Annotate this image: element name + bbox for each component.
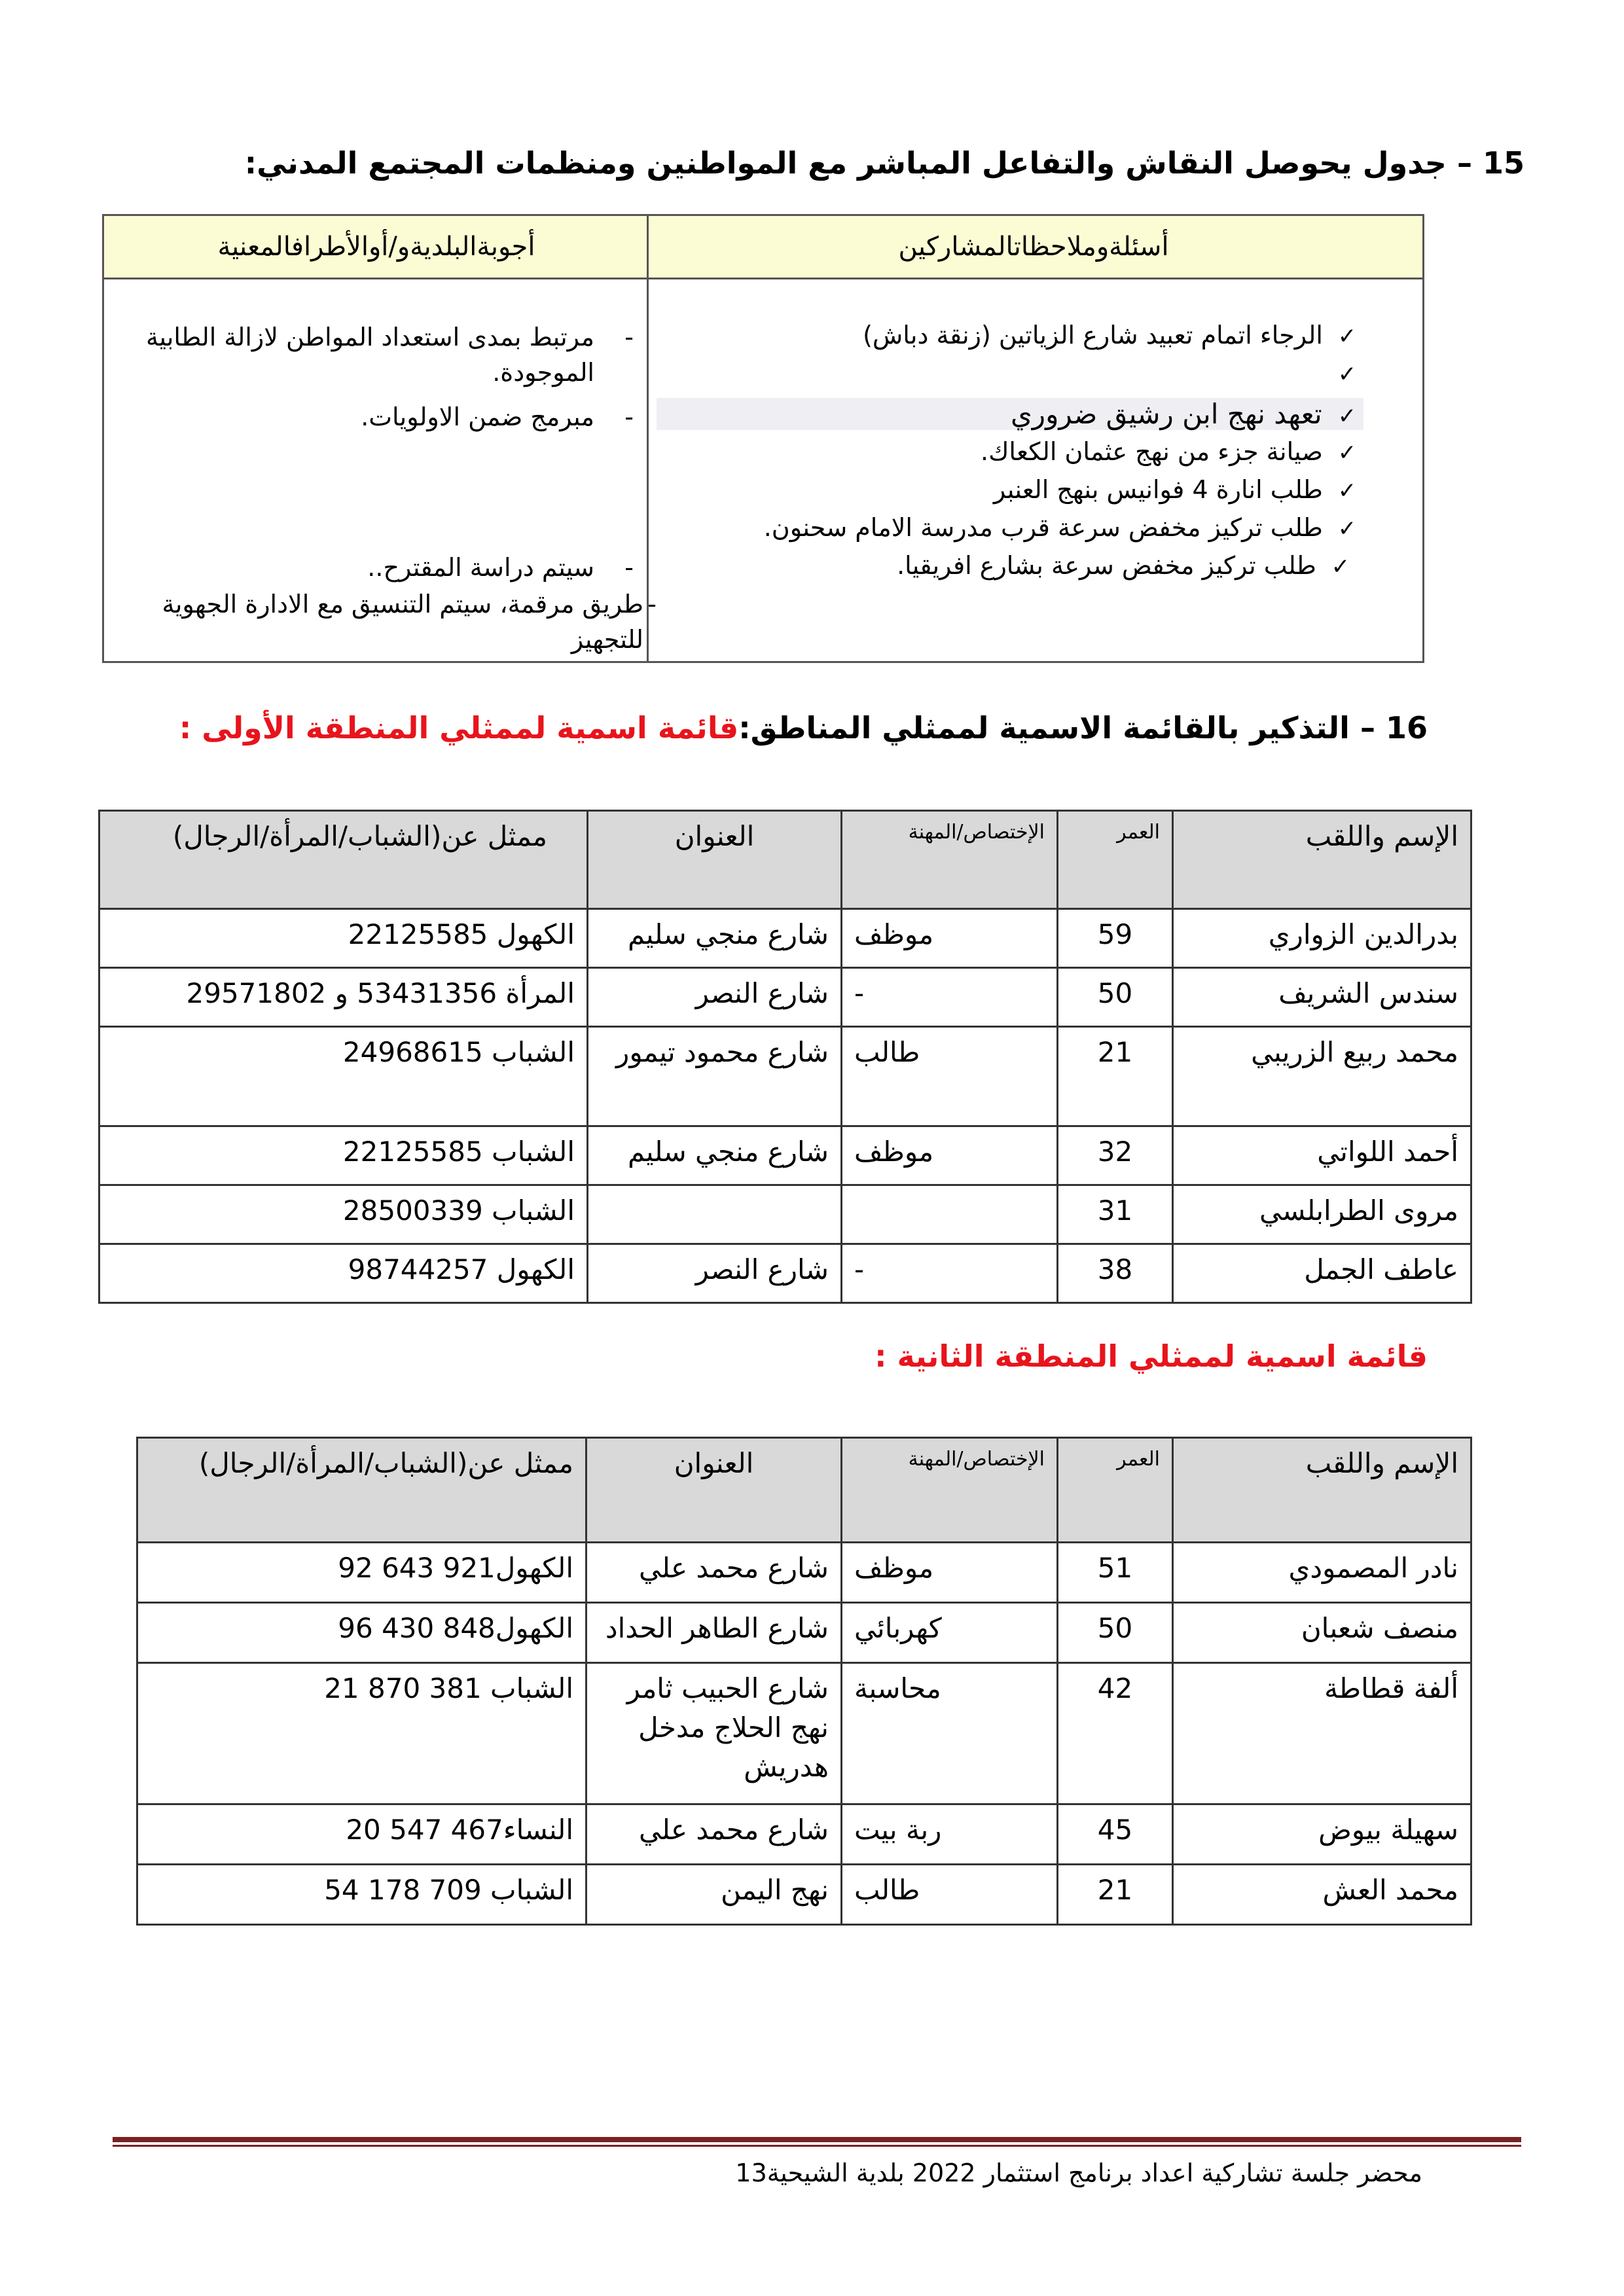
header-represents: ممثل عن(الشباب/المرأة/الرجال): [99, 811, 588, 909]
checkmark-icon: ✓: [1337, 516, 1357, 542]
table-row: [99, 909, 1471, 968]
cell-represents: الكهول 98744257: [99, 1244, 588, 1303]
question-item: ✓ الرجاء اتمام تعبيد شارع الزياتين (زنقة دباش): [863, 321, 1363, 350]
cell-profession: -: [842, 1244, 1058, 1303]
cell-represents: الكهول848 430 96: [137, 1603, 586, 1663]
checkmark-icon: ✓: [1337, 361, 1357, 387]
zone1-representatives-table: [98, 810, 1472, 1304]
table-row: [137, 1804, 1471, 1865]
cell-address: شارع محمد علي: [586, 1804, 842, 1865]
header-address: العنوان: [586, 1438, 842, 1543]
cell-address: شارع الطاهر الحداد: [586, 1603, 842, 1663]
answer-item: - مبرمج ضمن الاولويات.: [136, 399, 594, 435]
section-15-heading: 15 – جدول يحوصل النقاش والتفاعل المباشر مع المواطنين ومنظمات المجتمع المدني:: [244, 145, 1525, 181]
checkmark-icon: ✓: [1337, 323, 1357, 350]
cell-age: 59: [1058, 909, 1173, 968]
cell-age: 32: [1058, 1126, 1173, 1185]
question-item-highlighted: ✓ تعهد نهج ابن رشيق ضروري: [657, 398, 1363, 430]
question-item: ✓ طلب تركيز مخفض سرعة بشارع افريقيا.: [897, 551, 1357, 580]
cell-represents: الشباب 709 178 54: [137, 1865, 586, 1925]
cell-name: سندس الشريف: [1173, 968, 1471, 1027]
questions-list: [643, 321, 1363, 661]
header-represents: ممثل عن(الشباب/المرأة/الرجال): [137, 1438, 586, 1543]
table-header-row: [137, 1438, 1471, 1543]
cell-age: 45: [1058, 1804, 1173, 1865]
answer-item: - سيتم دراسة المقترح..: [136, 550, 594, 585]
answer-item: - مرتبط بمدى استعداد المواطن لازالة الطابية الموجودة.: [136, 319, 594, 390]
dash-bullet: -: [624, 323, 634, 351]
cell-profession: -: [842, 968, 1058, 1027]
cell-address: شارع محمود تيمور: [588, 1027, 842, 1126]
header-name: الإسم واللقب: [1173, 1438, 1471, 1543]
cell-address: نهج اليمن: [586, 1865, 842, 1925]
cell-profession: ربة بيت: [842, 1804, 1058, 1865]
cell-name: بدرالدين الزواري: [1173, 909, 1471, 968]
header-age: العمر: [1058, 811, 1173, 909]
cell-age: 50: [1058, 968, 1173, 1027]
cell-profession: كهربائي: [842, 1603, 1058, 1663]
cell-age: 51: [1058, 1543, 1173, 1603]
table-header-row: [99, 811, 1471, 909]
dash-bullet: -: [624, 553, 634, 582]
header-profession: الإختصاص/المهنة: [842, 811, 1058, 909]
cell-name: محمد ربيع الزريبي: [1173, 1027, 1471, 1126]
table-row: [137, 1865, 1471, 1925]
cell-age: 50: [1058, 1603, 1173, 1663]
cell-profession: موظف: [842, 1126, 1058, 1185]
cell-profession: موظف: [842, 1543, 1058, 1603]
cell-represents: الشباب 22125585: [99, 1126, 588, 1185]
table-row: [137, 1603, 1471, 1663]
checkmark-icon: ✓: [1337, 403, 1357, 429]
cell-age: 21: [1058, 1865, 1173, 1925]
cell-address: شارع الحبيب ثامر نهج الحلاج مدخل هدريش: [586, 1663, 842, 1804]
cell-represents: الشباب 28500339: [99, 1185, 588, 1244]
cell-age: 38: [1058, 1244, 1173, 1303]
cell-name: مروى الطرابلسي: [1173, 1185, 1471, 1244]
cell-represents: الكهول 22125585: [99, 909, 588, 968]
dash-bullet: -: [624, 403, 634, 431]
cell-profession: موظف: [842, 909, 1058, 968]
page-footer: محضر جلسة تشاركية اعداد برنامج استثمار 2022 بلدية الشيحية13: [735, 2159, 1422, 2187]
table-row: [137, 1663, 1471, 1804]
cell-represents: الشباب 381 870 21: [137, 1663, 586, 1804]
header-name: الإسم واللقب: [1173, 811, 1471, 909]
cell-name: سهيلة بيوض: [1173, 1804, 1471, 1865]
cell-address: [588, 1185, 842, 1244]
cell-name: منصف شعبان: [1173, 1603, 1471, 1663]
cell-name: محمد العش: [1173, 1865, 1471, 1925]
zone1-title: قائمة اسمية لممثلي المنطقة الأولى :: [179, 710, 739, 745]
cell-address: شارع النصر: [588, 1244, 842, 1303]
cell-address: شارع محمد علي: [586, 1543, 842, 1603]
cell-age: 21: [1058, 1027, 1173, 1126]
answer-item: - طريق مرقمة، سيتم التنسيق مع الادارة الجهوية للتجهيز: [133, 586, 643, 657]
discussion-table: [102, 214, 1424, 663]
header-address: العنوان: [588, 811, 842, 909]
checkmark-icon: ✓: [1337, 440, 1357, 466]
cell-profession: [842, 1185, 1058, 1244]
header-profession: الإختصاص/المهنة: [842, 1438, 1058, 1543]
table-row: [99, 1027, 1471, 1126]
table-row: [137, 1543, 1471, 1603]
header-age: العمر: [1058, 1438, 1173, 1543]
question-item: ✓ طلب تركيز مخفض سرعة قرب مدرسة الامام سحنون.: [764, 513, 1363, 542]
questions-column-header: أسئلةوملاحظاتالمشاركين: [645, 216, 1422, 279]
cell-name: أحمد اللواتي: [1173, 1126, 1471, 1185]
cell-name: نادر المصمودي: [1173, 1543, 1471, 1603]
cell-name: عاطف الجمل: [1173, 1244, 1471, 1303]
cell-represents: المرأة 53431356 و 29571802: [99, 968, 588, 1027]
cell-profession: طالب: [842, 1865, 1058, 1925]
cell-name: ألفة قطاطة: [1173, 1663, 1471, 1804]
cell-age: 31: [1058, 1185, 1173, 1244]
question-item: [1331, 359, 1363, 387]
cell-address: شارع النصر: [588, 968, 842, 1027]
zone2-title: قائمة اسمية لممثلي المنطقة الثانية :: [875, 1338, 1428, 1374]
cell-represents: الكهول921 643 92: [137, 1543, 586, 1603]
zone2-representatives-table: [136, 1437, 1472, 1926]
cell-profession: محاسبة: [842, 1663, 1058, 1804]
table-row: [99, 1126, 1471, 1185]
footer-divider-thin: [113, 2145, 1521, 2147]
table-row: [99, 1244, 1471, 1303]
cell-address: شارع منجي سليم: [588, 1126, 842, 1185]
answers-column-header: أجوبةالبلديةو/أوالأطرافالمعنية: [104, 216, 649, 279]
table-row: [99, 968, 1471, 1027]
section-16-heading: 16 – التذكير بالقائمة الاسمية لممثلي المناطق:قائمة اسمية لممثلي المنطقة الأولى :: [179, 710, 1428, 745]
checkmark-icon: ✓: [1337, 478, 1357, 504]
cell-represents: الشباب 24968615: [99, 1027, 588, 1126]
footer-divider: [113, 2137, 1521, 2142]
question-item: ✓ طلب انارة 4 فوانيس بنهج العنبر: [994, 475, 1363, 504]
cell-profession: طالب: [842, 1027, 1058, 1126]
table-row: [99, 1185, 1471, 1244]
cell-age: 42: [1058, 1663, 1173, 1804]
cell-address: شارع منجي سليم: [588, 909, 842, 968]
cell-represents: النساء467 547 20: [137, 1804, 586, 1865]
question-item: ✓ صيانة جزء من نهج عثمان الكعاك.: [981, 437, 1363, 466]
dash-bullet: -: [647, 590, 657, 619]
checkmark-icon: ✓: [1331, 554, 1350, 580]
